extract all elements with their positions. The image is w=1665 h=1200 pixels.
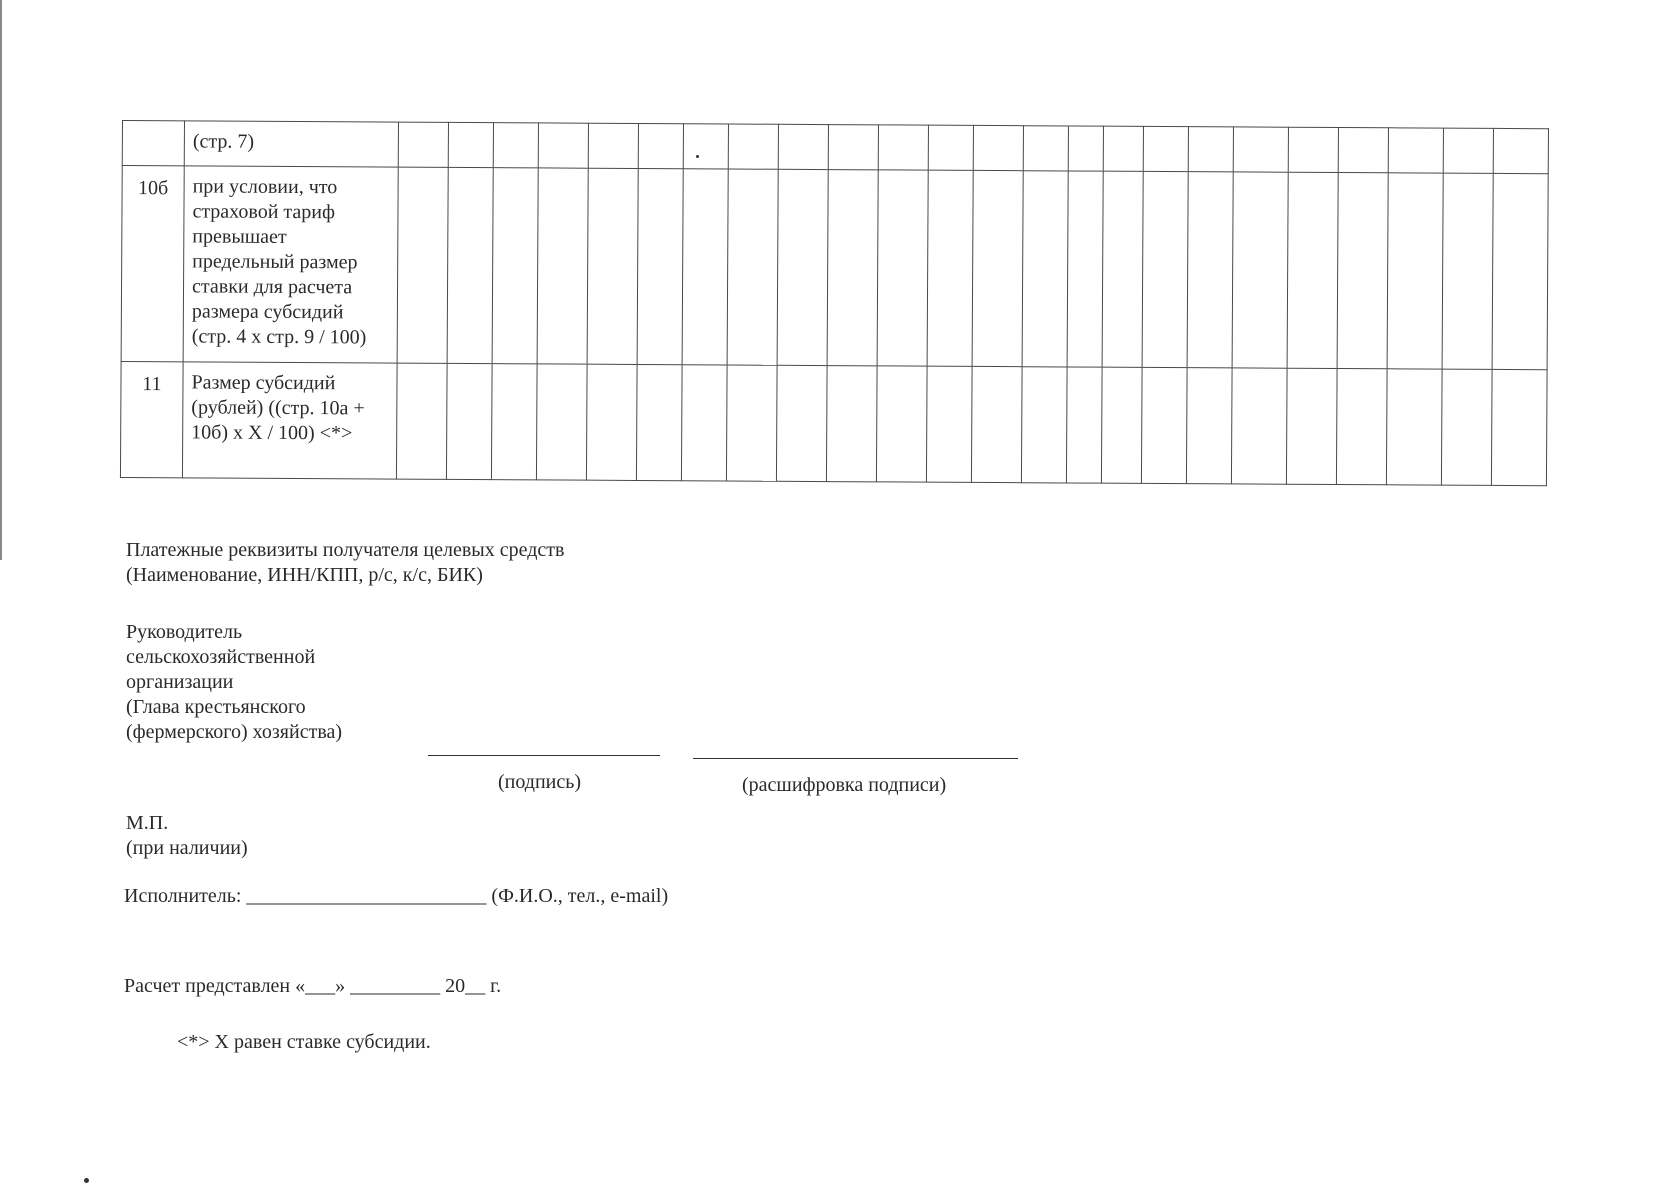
empty-value-cell xyxy=(1023,126,1068,171)
empty-value-cell xyxy=(1493,128,1548,173)
payment-details-label: Платежные реквизиты получателя целевых средств xyxy=(126,539,565,561)
table-row xyxy=(120,361,1650,486)
empty-value-cell xyxy=(636,364,682,480)
empty-value-cell xyxy=(1141,367,1187,483)
stamp-note: (при наличии) xyxy=(126,837,248,859)
empty-value-cell xyxy=(538,123,588,168)
footnote: <*> X равен ставке субсидии. xyxy=(177,1031,431,1053)
empty-value-cell xyxy=(1142,171,1188,367)
empty-value-cell xyxy=(1338,128,1388,173)
empty-value-cell xyxy=(826,366,877,482)
empty-value-cell xyxy=(1441,369,1492,485)
empty-value-cell xyxy=(828,125,878,170)
empty-value-cell xyxy=(1336,369,1387,485)
empty-value-cell xyxy=(536,364,587,480)
empty-value-cell xyxy=(682,169,728,365)
empty-value-cell xyxy=(926,366,972,482)
empty-value-cell xyxy=(493,123,538,168)
scan-edge-line xyxy=(0,0,2,560)
empty-value-cell xyxy=(1067,171,1103,367)
empty-value-cell xyxy=(728,124,778,169)
empty-value-cell xyxy=(778,124,828,169)
signature-decode-caption: (расшифровка подписи) xyxy=(742,774,947,796)
empty-value-cell xyxy=(1337,173,1388,369)
empty-value-cell xyxy=(1286,368,1337,484)
empty-value-cell xyxy=(587,168,638,364)
empty-value-cell xyxy=(727,169,778,365)
scan-speck xyxy=(84,1178,89,1183)
executor-line: Исполнитель: ________________________ (Ф.И.О., тел., e-mail) xyxy=(124,885,669,907)
empty-value-cell xyxy=(1386,369,1442,485)
row-label: при условии, что страховой тариф превышает предельный размер ставки для расчета размера субсидий (стр. 4 х стр. 9 / 100) xyxy=(191,175,367,349)
empty-value-cell xyxy=(1233,127,1288,172)
empty-value-cell xyxy=(1066,367,1102,483)
signature-line xyxy=(428,755,660,756)
empty-value-cell xyxy=(1186,368,1232,484)
row-label-cell xyxy=(183,166,398,363)
empty-value-cell xyxy=(448,122,493,167)
empty-value-cell xyxy=(1022,171,1068,367)
table-row xyxy=(121,166,1651,371)
head-of-organization-label: Руководитель сельскохозяйственной организации (Глава крестьянского (фермерского) хозяйства) xyxy=(126,621,343,743)
row-number-cell: 10б xyxy=(121,166,184,362)
empty-value-cell xyxy=(586,364,637,480)
row-label-cell xyxy=(182,362,397,479)
row-label: Размер субсидий (рублей) ((стр. 10а + 10б) х X / 100) <*> xyxy=(191,371,365,445)
empty-value-cell xyxy=(492,168,538,364)
empty-value-cell xyxy=(397,167,448,363)
empty-value-cell xyxy=(776,365,827,481)
empty-value-cell xyxy=(1187,172,1233,368)
empty-value-cell xyxy=(827,170,878,366)
empty-value-cell xyxy=(1188,127,1233,172)
row-label: (стр. 7) xyxy=(192,130,255,153)
empty-value-cell xyxy=(683,124,728,169)
empty-value-cell xyxy=(973,125,1023,170)
empty-value-cell xyxy=(927,170,973,366)
payment-details-hint: (Наименование, ИНН/КПП, р/с, к/с, БИК) xyxy=(126,564,483,586)
empty-value-cell xyxy=(1492,173,1548,369)
empty-value-cell xyxy=(876,366,927,482)
empty-value-cell xyxy=(491,364,537,480)
empty-value-cell xyxy=(1387,173,1443,369)
empty-value-cell xyxy=(971,366,1022,482)
empty-value-cell xyxy=(638,123,683,168)
submitted-date-line: Расчет представлен «___» _________ 20__ г. xyxy=(124,975,502,997)
signature-caption: (подпись) xyxy=(498,771,582,793)
empty-value-cell xyxy=(777,169,828,365)
empty-value-cell xyxy=(928,125,973,170)
empty-value-cell xyxy=(877,170,928,366)
empty-value-cell xyxy=(537,168,588,364)
empty-value-cell xyxy=(681,365,727,481)
empty-value-cell xyxy=(1443,128,1493,173)
empty-value-cell xyxy=(447,167,493,363)
empty-value-cell xyxy=(1101,367,1142,483)
stamp-label: М.П. xyxy=(126,812,169,834)
empty-value-cell xyxy=(1491,369,1547,485)
empty-value-cell xyxy=(637,168,683,364)
empty-value-cell xyxy=(446,363,492,479)
empty-value-cell xyxy=(1442,173,1493,369)
empty-value-cell xyxy=(1068,126,1103,171)
row-label-cell xyxy=(184,121,398,167)
empty-value-cell xyxy=(972,170,1023,366)
empty-value-cell xyxy=(1021,367,1067,483)
empty-value-cell xyxy=(1232,172,1288,368)
empty-value-cell xyxy=(1287,172,1338,368)
empty-value-cell xyxy=(1102,171,1143,367)
empty-value-cell xyxy=(1103,126,1143,171)
empty-value-cell xyxy=(726,365,777,481)
empty-value-cell xyxy=(1231,368,1287,484)
row-number-cell: 11 xyxy=(120,361,183,477)
empty-value-cell xyxy=(878,125,928,170)
signature-decode-line xyxy=(693,758,1018,759)
empty-value-cell xyxy=(398,122,448,167)
empty-value-cell xyxy=(1143,126,1188,171)
subsidy-calculation-table xyxy=(120,120,1652,487)
empty-value-cell xyxy=(1388,128,1443,173)
empty-value-cell xyxy=(588,123,638,168)
row-number-cell xyxy=(122,121,184,166)
empty-value-cell xyxy=(1288,127,1338,172)
empty-value-cell xyxy=(396,363,447,479)
